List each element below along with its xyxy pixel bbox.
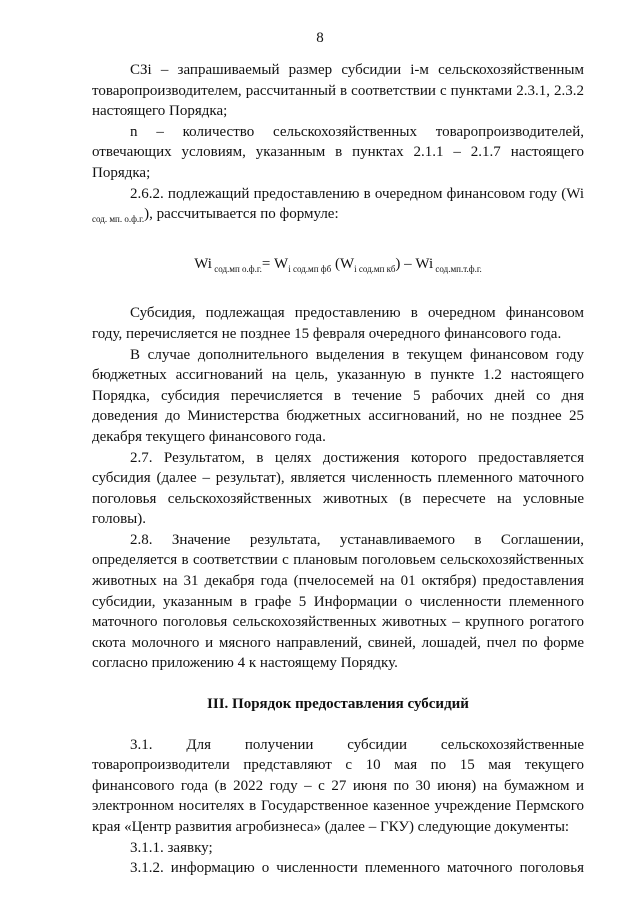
paragraph-2-8: 2.8. Значение результата, устанавливаемого в Соглашении, определяется в соответствии с плановым поголовьем сельскохозяйственных животных на 31 декабря года (пчелосемей на 01 октября) предоставления субсидии, указанным в графе 5 Информации о численности племенного маточного поголовья сельскохозяйственных животных – крупного рогатого скота молочного и мясного направлений, свиней, лошадей, пчел по форме согласно приложению 4 к настоящему Порядку. <box>92 531 584 672</box>
paragraph-additional-allocation: В случае дополнительного выделения в текущем финансовом году бюджетных ассигнований на цель, указанную в пункте 1.2 настоящего Порядка, субсидия перечисляется в течение 5 рабочих дней со дня доведения до Министерства бюджетных ассигнований, но не позднее 25 декабря текущего финансового года. <box>92 346 584 445</box>
formula-term: ) – Wi <box>395 255 434 272</box>
formula-subscript: i сод.мп кб <box>354 263 396 274</box>
paragraph-3-1: 3.1. Для получении субсидии сельскохозяйственные товаропроизводители представляют с 10 мая по 15 мая текущего финансового года (в 2022 году – с 27 июня по 30 июня) на бумажном и электронном носителях в Государственное казенное учреждение Пермского края «Центр развития агробизнеса» (далее – ГКУ) следующие документы: <box>92 736 584 835</box>
paragraph-3-1-2: 3.1.2. информацию о численности племенного маточного поголовья <box>130 860 584 877</box>
page-number: 8 <box>316 30 324 46</box>
formula <box>92 254 584 280</box>
formula-subscript: сод.мп.т.ф.г. <box>433 263 482 274</box>
formula-subscript: i сод.мп фб <box>288 263 332 274</box>
paragraph-n-definition: n – количество сельскохозяйственных товаропроизводителей, отвечающих условиям, указанным в пунктах 2.1.1 – 2.1.7 настоящего Порядка; <box>92 123 584 181</box>
paragraph-2-6-2-tail: ), рассчитывается по формуле: <box>144 206 339 223</box>
formula-term: Wi <box>194 255 212 272</box>
formula-term: = W <box>261 255 289 272</box>
paragraph-3-1-1: 3.1.1. заявку; <box>130 839 213 856</box>
paragraph-2-7: 2.7. Результатом, в целях достижения которого предоставляется субсидия (далее – результат), является численность племенного маточного поголовья сельскохозяйственных животных (в пересчете на условные головы). <box>92 449 584 528</box>
paragraph-2-6-2 <box>92 184 584 230</box>
paragraph-2-6-2-subscript: сод. мп. о.ф.г. <box>92 214 145 225</box>
document-body <box>92 60 584 879</box>
paragraph-2-6-2-text: 2.6.2. подлежащий предоставлению в очередном финансовом году (Wi <box>130 185 584 202</box>
formula-term: (W <box>331 255 355 272</box>
paragraph-subsidy-transfer: Субсидия, подлежащая предоставлению в очередном финансовом году, перечисляется не позднее 15 февраля очередного финансового года. <box>92 305 584 342</box>
paragraph-sz-definition: СЗi – запрашиваемый размер субсидии i-м сельскохозяйственным товаропроизводителем, рассчитанный в соответствии с пунктами 2.3.1, 2.3.2 настоящего Порядка; <box>92 62 584 120</box>
formula-subscript: сод.мп о.ф.г. <box>211 263 262 274</box>
section-heading: III. Порядок предоставления субсидий <box>207 696 469 713</box>
